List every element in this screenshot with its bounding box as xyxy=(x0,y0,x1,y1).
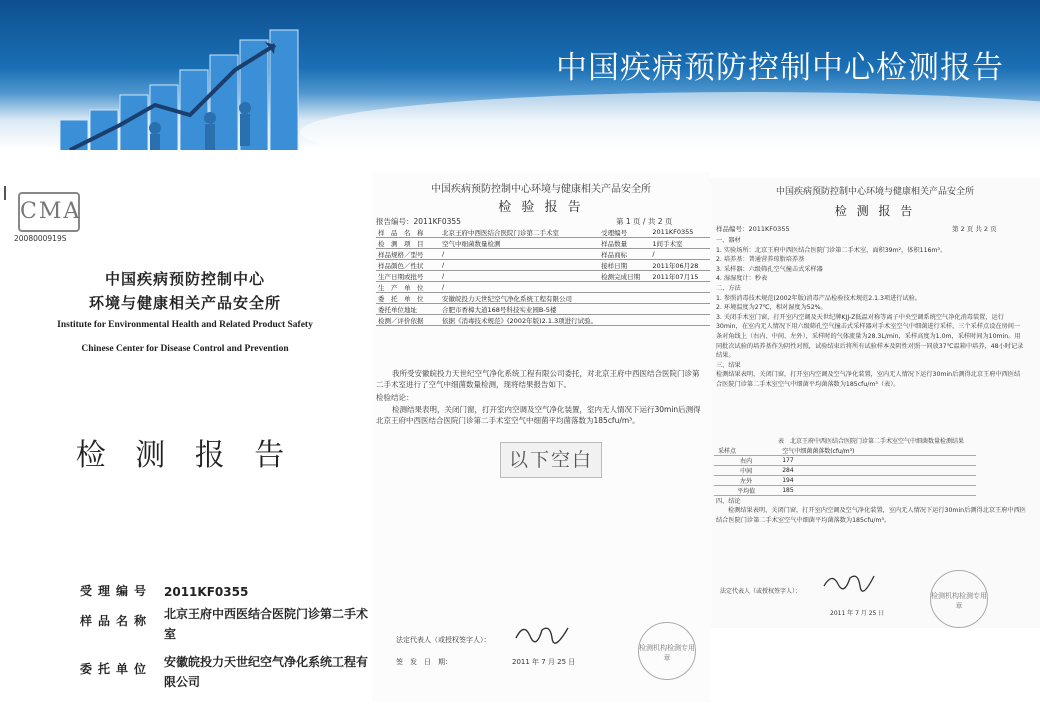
table-cell: 样品数量 xyxy=(599,238,650,249)
edge-mark xyxy=(4,186,6,200)
report-no-value: 2011KF0355 xyxy=(748,225,790,233)
table-cell: 1间手术室 xyxy=(650,238,710,249)
table-cell: 194 xyxy=(778,476,976,486)
table-cell: / xyxy=(440,249,599,260)
table-cell: / xyxy=(440,260,599,271)
page2-title: 检 测 报 告 xyxy=(834,204,916,218)
table-row xyxy=(714,476,976,486)
body-line: 一、器材 xyxy=(716,237,741,244)
table-cell: 安徽皖投力天世纪空气净化系统工程有限公司 xyxy=(440,293,599,304)
table-cell xyxy=(650,304,710,315)
table-row xyxy=(376,315,710,326)
table-cell: 空气中细菌数量检测 xyxy=(440,238,599,249)
page2-date: 2011 年 7 月 25 日 xyxy=(830,610,885,617)
page2-org: 中国疾病预防控制中心环境与健康相关产品安全所 xyxy=(775,187,974,197)
blank-below-stamp: 以下空白 xyxy=(500,442,602,478)
table-row xyxy=(376,271,710,282)
table-header-cell: 采样点 xyxy=(714,446,778,456)
table-row xyxy=(376,238,710,249)
table-cell: 依据《消毒技术规范》(2002年版)2.1.3项进行试验。 xyxy=(442,316,598,325)
cover-title: 检 测 报 告 xyxy=(75,438,295,473)
signature xyxy=(512,620,572,646)
page2-conclusion: 检测结果表明，关闭门窗，打开室内空调及空气净化装置，室内无人情况下运行30min后测得北京王府中西医结合医院门诊第二手术室空气中细菌平均菌落数为185cfu/m³。 xyxy=(716,507,1026,524)
cma-number: 2008000919S xyxy=(14,234,67,243)
table-row xyxy=(376,282,710,293)
banner-title: 中国疾病预防控制中心检测报告 xyxy=(556,50,1004,86)
page1-report-no xyxy=(376,216,461,227)
table-cell: 平均值 xyxy=(714,486,778,496)
org-name-en-line1: Institute for Environmental Health and Related Product Safety xyxy=(57,320,313,330)
table-cell: 委 托 单 位 xyxy=(376,293,440,304)
org-name-cn-line1: 中国疾病预防控制中心 xyxy=(104,270,265,288)
page1-signer-label: 法定代表人（或授权签字人）： xyxy=(396,636,491,644)
page1-title: 检 验 报 告 xyxy=(498,200,584,215)
table-row xyxy=(376,293,710,304)
inspection-seal: 检测机构检测专用章 xyxy=(930,570,988,628)
body-line: 4. 湿湿度计：秒表 xyxy=(716,275,768,283)
field-value: 2011KF0355 xyxy=(164,585,249,599)
table-cell: 北京王府中西医结合医院门诊第二手术室 xyxy=(440,227,599,238)
table-cell: 样品商标 xyxy=(599,249,650,260)
table-header-row xyxy=(714,446,976,456)
table-row xyxy=(714,466,976,476)
body-line: 2. 环境温度为27℃，相对湿度为52%。 xyxy=(716,304,827,312)
banner-swoosh xyxy=(300,92,1040,150)
table-cell xyxy=(650,282,710,293)
report-no-value: 2011KF0355 xyxy=(413,217,461,226)
table-row xyxy=(714,486,976,496)
page2-page-indicator: 第 2 页 共 2 页 xyxy=(952,225,997,233)
table-cell: 接样日期 xyxy=(599,260,650,271)
body-line: 二、方法 xyxy=(716,284,741,292)
inspection-seal: 检测机构检测专用章 xyxy=(638,622,696,680)
table-cell xyxy=(599,282,650,293)
table-header-cell: 空气中细菌菌落数(cfu/m³) xyxy=(778,446,976,456)
table-cell xyxy=(650,293,710,304)
field-sample-name xyxy=(80,604,369,641)
table-cell: 左外 xyxy=(714,476,778,486)
table-cell: 2011年06月28 xyxy=(650,260,710,271)
table-cell: 检测／评价依据 xyxy=(376,315,440,326)
body-line: 3. 关闭手术室门窗，打开室内空调及天世纪牌KJJ-Z低温对称等离子中央空调系统空气净化消毒装置，运行30min，在室内无人情况下用六级筛孔空气撞击式采样器对手术室空气中细菌进行采样，三个采样点设在房间一条对角线上（右内、中间、左外），采样时的气体流量为28.3L/min，采样高度为1.0m，采样时间为10min。用同批次试验的培养基作为阴性对照，试验结束后将所有试验样本及阴性对照一同放37℃温箱中培养，48小时记录结果。 xyxy=(716,313,1024,360)
signature xyxy=(820,570,876,594)
table-cell: 检 测 项 目 xyxy=(376,238,440,249)
cma-mark: CMA xyxy=(18,192,80,232)
table-cell: 委托单位地址 xyxy=(376,304,440,315)
table-cell: 284 xyxy=(778,466,976,476)
report-page-1 xyxy=(372,172,710,702)
report-no-label: 报告编号： xyxy=(376,217,414,226)
table-cell: 样 品 名 称 xyxy=(376,227,440,238)
table-cell: / xyxy=(440,282,599,293)
org-name-en-line2: Chinese Center for Disease Control and Prevention xyxy=(81,344,289,354)
body-line: 2. 培养基：普通营养琼脂培养基 xyxy=(716,256,805,264)
table-cell xyxy=(650,315,710,326)
table-cell xyxy=(599,293,650,304)
table-cell xyxy=(599,304,650,315)
table-cell: 合肥市香樟大道168号科技实业园B-5楼 xyxy=(440,304,599,315)
page1-conclusion: 检测结果表明，关闭门窗，打开室内空调及空气净化装置，室内无人情况下运行30min后测得北京王府中西医结合医院门诊第二手术室空气中细菌平均菌落数为185cfu/m³。 xyxy=(376,405,701,425)
table-cell: / xyxy=(650,249,710,260)
page1-conclusion-label: 检验结论： xyxy=(376,393,414,402)
field-label: 委托单位 xyxy=(80,662,153,676)
page1-date: 2011 年 7 月 25 日 xyxy=(512,658,576,666)
table-cell: 生产日期或批号 xyxy=(376,271,440,282)
field-label: 受理编号 xyxy=(80,584,153,598)
table-cell: 中间 xyxy=(714,466,778,476)
table-row xyxy=(376,249,710,260)
org-name-cn-line2: 环境与健康相关产品安全所 xyxy=(88,294,281,312)
page1-date-label: 签 发 日 期： xyxy=(396,658,452,666)
page2-signer-label: 法定代表人（或授权签字人）： xyxy=(720,588,802,595)
table-cell: 受理编号 xyxy=(599,227,650,238)
field-label: 样品名称 xyxy=(80,614,153,628)
results-table xyxy=(714,446,976,496)
sample-info-table xyxy=(376,227,710,326)
table-cell xyxy=(599,315,650,326)
table-cell: 右内 xyxy=(714,456,778,466)
report-page-2 xyxy=(710,178,1040,628)
results-table-caption: 表 北京王府中西医结合医院门诊第二手术室空气中细菌数量检测结果 xyxy=(777,438,964,445)
table-cell: 177 xyxy=(778,456,976,466)
report-cover xyxy=(0,172,370,720)
growth-chart-illustration xyxy=(60,0,300,150)
field-accept-no xyxy=(80,582,249,599)
table-cell: 185 xyxy=(778,486,976,496)
table-row xyxy=(376,260,710,271)
body-line: 三、结果 xyxy=(716,361,741,369)
table-cell: 生 产 单 位 xyxy=(376,282,440,293)
table-cell: 2011年07月15 xyxy=(650,271,710,282)
body-line: 检测结果表明，关闭门窗，打开室内空调及空气净化装置，室内无人情况下运行30min后测得北京王府中西医结合医院门诊第二手术室空气中细菌平均菌落数为185cfu/m³（表）。 xyxy=(716,371,1021,388)
body-line: 1. 实验场所：北京王府中西医结合医院门诊第二手术室，面积39m²，体积116m³。 xyxy=(716,246,947,254)
table-row xyxy=(714,456,976,466)
page2-report-no xyxy=(716,224,790,233)
table-cell: 2011KF0355 xyxy=(650,227,710,238)
page1-intro: 我所受安徽皖投力天世纪空气净化系统工程有限公司委托，对北京王府中西医结合医院门诊第二手术室进行了空气中细菌数量检测，现将结果报告如下。 xyxy=(376,369,700,389)
report-no-label: 样品编号： xyxy=(716,225,749,233)
table-cell: / xyxy=(440,271,599,282)
page1-page-indicator: 第 1 页 / 共 2 页 xyxy=(616,217,673,226)
field-client xyxy=(80,652,369,689)
table-row xyxy=(376,227,710,238)
header-banner xyxy=(0,0,1040,150)
page2-body xyxy=(716,236,1026,390)
body-line: 3. 采样器：六级筛孔空气撞击式采样器 xyxy=(716,265,823,273)
body-line: 1. 参照消毒技术规范(2002年版)消毒产品检验技术规范2.1.3项进行试验。 xyxy=(716,294,922,302)
table-cell: 检测完成日期 xyxy=(599,271,650,282)
field-value: 安徽皖投力天世纪空气净化系统工程有限公司 xyxy=(164,655,369,689)
page2-conclusion-label: 四、结论 xyxy=(716,498,741,505)
table-cell: 样品规格／型号 xyxy=(376,249,440,260)
page1-org: 中国疾病预防控制中心环境与健康相关产品安全所 xyxy=(431,184,651,195)
table-row xyxy=(376,304,710,315)
field-value: 北京王府中西医结合医院门诊第二手术室 xyxy=(164,607,369,641)
table-cell: 样品颜色／性状 xyxy=(376,260,440,271)
